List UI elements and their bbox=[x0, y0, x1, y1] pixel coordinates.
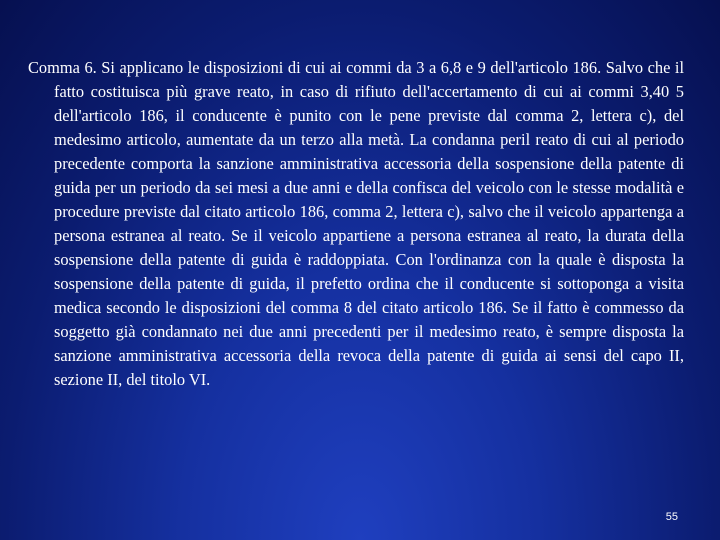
slide-body-text: Comma 6. Si applicano le disposizioni di cui ai commi da 3 a 6,8 e 9 dell'articolo 186. Salvo che il fatto costituisca più grave reato, in caso di rifiuto dell'accertamento di cui ai commi 3,40 5 dell'articolo 186, il conducente è punito con le pene previste dal comma 2, lettera c), del medesimo articolo, aumentate da un terzo alla metà. La condanna peril reato di cui al periodo precedente comporta la sanzione amministrativa accessoria della sospensione della patente di guida per un periodo da sei mesi a due anni e della confisca del veicolo con le stesse modalità e procedure previste dal citato articolo 186, comma 2, lettera c), salvo che il veicolo appartenga a persona estranea al reato. Se il veicolo appartiene a persona estranea al reato, la durata della sospensione della patente di guida è raddoppiata. Con l'ordinanza con la quale è disposta la sospensione della patente di guida, il prefetto ordina che il conducente si sottoponga a visita medica secondo le disposizioni del comma 8 del citato articolo 186. Se il fatto è commesso da soggetto già condannato nei due anni precedenti per il medesimo reato, è sempre disposta la sanzione amministrativa accessoria della revoca della patente di guida ai sensi del capo II, sezione II, del titolo VI. bbox=[28, 58, 684, 389]
page-number: 55 bbox=[665, 511, 678, 523]
